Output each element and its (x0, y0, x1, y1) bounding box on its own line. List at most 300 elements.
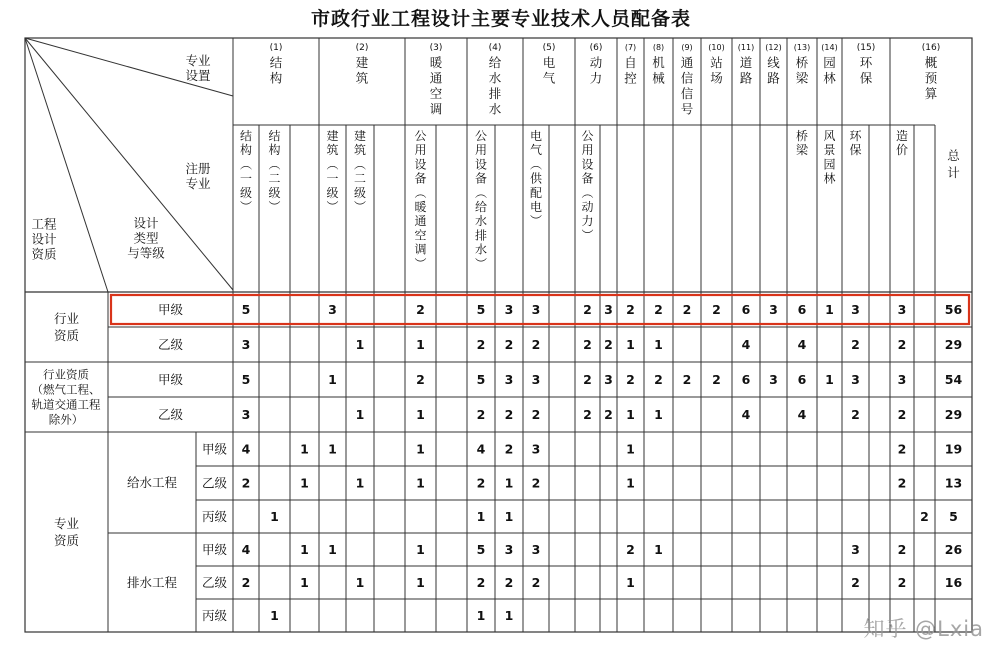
svg-text:械: 械 (652, 70, 665, 86)
svg-text:类型: 类型 (133, 230, 159, 246)
svg-text:︶: ︶ (268, 200, 281, 214)
svg-text:︶: ︶ (239, 200, 253, 214)
svg-text:排水工程: 排水工程 (126, 574, 178, 590)
cell-r6-c7: 1 (416, 475, 425, 491)
svg-text:建: 建 (326, 129, 339, 143)
svg-text:力: 力 (581, 214, 594, 229)
svg-text:路: 路 (767, 70, 780, 86)
svg-text:电: 电 (529, 129, 543, 143)
group-number-15: (15) (856, 43, 876, 53)
cell-r9-c23: 2 (851, 575, 860, 590)
cell-r1-c14: 3 (604, 302, 613, 317)
sub-header-21 (796, 128, 809, 157)
cell-r5-c25: 2 (897, 441, 907, 457)
svg-text:给: 给 (474, 200, 488, 214)
svg-text:构: 构 (239, 143, 253, 158)
cell-r3-c10: 3 (504, 372, 514, 387)
sub-header-25 (896, 128, 908, 157)
svg-text:资质: 资质 (53, 532, 80, 548)
svg-text:信: 信 (680, 86, 694, 101)
svg-text:专业: 专业 (185, 52, 211, 68)
group-number-2: (2) (355, 43, 369, 53)
cell-r6-c5: 1 (355, 475, 365, 491)
svg-text:︵: ︵ (581, 185, 594, 200)
svg-text:结: 结 (268, 129, 281, 143)
cell-r3-c18: 2 (712, 372, 721, 387)
svg-text:构: 构 (269, 70, 283, 86)
svg-text:︵: ︵ (326, 157, 339, 172)
svg-text:结: 结 (269, 55, 283, 70)
cell-r1-c16: 2 (654, 302, 663, 317)
cell-r2-c9: 2 (476, 337, 486, 352)
svg-text:动: 动 (589, 55, 603, 70)
svg-text:注册: 注册 (185, 160, 211, 176)
svg-text:级: 级 (326, 185, 339, 200)
sub-header-4 (326, 128, 338, 214)
cell-r6-c15: 1 (626, 475, 635, 491)
svg-text:园: 园 (823, 157, 836, 172)
row-total-1: 56 (944, 302, 963, 317)
svg-text:梁: 梁 (795, 143, 809, 158)
cell-r3-c15: 2 (626, 372, 635, 387)
svg-text:空: 空 (414, 228, 427, 243)
cell-r4-c14: 2 (604, 407, 613, 422)
cell-r2-c19: 4 (741, 337, 751, 352)
cell-r4-c1: 3 (241, 407, 251, 422)
svg-text:算: 算 (924, 86, 938, 101)
cell-r2-c10: 2 (504, 337, 514, 352)
cell-r10-c9: 1 (476, 608, 486, 623)
section-industry-excl (32, 368, 101, 427)
svg-text:线: 线 (767, 55, 780, 70)
cell-r3-c11: 3 (531, 372, 541, 387)
row-total-7: 5 (949, 509, 958, 524)
svg-text:资质: 资质 (31, 246, 57, 262)
cell-r4-c16: 1 (654, 407, 663, 422)
cell-r5-c4: 1 (328, 441, 337, 457)
svg-text:资质: 资质 (53, 327, 80, 343)
sub-header-7 (414, 129, 426, 271)
svg-text:除外）: 除外） (48, 412, 84, 427)
svg-text:︵: ︵ (529, 157, 543, 172)
total-header (947, 148, 960, 180)
svg-text:专业: 专业 (53, 515, 80, 531)
corner-label-qualification (31, 216, 57, 261)
corner-label-design-type (127, 215, 165, 260)
row-grade-1: 甲级 (157, 302, 184, 317)
cell-r2-c23: 2 (851, 337, 860, 352)
cell-r8-c11: 3 (531, 542, 541, 557)
svg-text:建: 建 (353, 129, 367, 143)
cell-r7-c26: 2 (920, 509, 929, 524)
group-label-10 (710, 55, 723, 86)
svg-text:设: 设 (581, 157, 594, 172)
svg-text:气: 气 (529, 143, 543, 158)
svg-text:︵: ︵ (268, 157, 281, 172)
cell-r1-c11: 3 (531, 302, 541, 317)
row-grade-9: 乙级 (201, 575, 228, 590)
cell-r1-c19: 6 (741, 302, 751, 317)
cell-r5-c7: 1 (416, 441, 425, 457)
svg-text:排: 排 (474, 228, 488, 243)
svg-text:︵: ︵ (239, 157, 253, 172)
group-number-12: (12) (765, 43, 782, 52)
svg-text:设: 设 (474, 157, 488, 172)
svg-text:给水工程: 给水工程 (126, 474, 178, 490)
cell-r8-c10: 3 (504, 542, 514, 557)
group-number-11: (11) (737, 43, 755, 52)
cell-r1-c23: 3 (851, 302, 860, 317)
svg-text:力: 力 (589, 70, 603, 86)
cell-r3-c7: 2 (416, 372, 425, 387)
svg-text:配: 配 (529, 185, 543, 200)
svg-text:景: 景 (823, 143, 836, 158)
cell-r8-c23: 3 (851, 542, 860, 557)
group-number-7: (7) (624, 43, 637, 52)
svg-text:用: 用 (581, 143, 594, 158)
cell-r4-c19: 4 (741, 407, 751, 422)
svg-text:一: 一 (239, 171, 253, 186)
cell-r1-c15: 2 (626, 302, 635, 317)
svg-text:公: 公 (581, 129, 594, 143)
svg-text:梁: 梁 (795, 70, 809, 86)
cell-r7-c2: 1 (270, 509, 279, 524)
svg-text:路: 路 (739, 70, 753, 86)
row-total-6: 13 (944, 475, 963, 491)
group-number-4: (4) (488, 43, 502, 53)
cell-r2-c25: 2 (897, 337, 907, 352)
cell-r9-c5: 1 (355, 575, 365, 590)
cell-r9-c15: 1 (626, 575, 635, 590)
cell-r3-c13: 2 (583, 372, 592, 387)
svg-text:︶: ︶ (326, 200, 339, 214)
svg-text:︵: ︵ (474, 185, 488, 200)
cell-r6-c11: 2 (531, 475, 541, 491)
cell-r4-c23: 2 (851, 407, 860, 422)
svg-text:行业资质: 行业资质 (43, 367, 89, 382)
cell-r3-c22: 1 (825, 372, 834, 387)
svg-text:动: 动 (581, 200, 594, 214)
cell-r3-c9: 5 (476, 372, 486, 387)
svg-text:机: 机 (652, 55, 665, 70)
cell-r1-c21: 6 (797, 302, 807, 317)
cell-r4-c9: 2 (476, 407, 486, 422)
group-number-3: (3) (429, 43, 443, 53)
svg-text:工程: 工程 (31, 216, 57, 232)
group-label-12 (767, 55, 780, 86)
svg-text:通: 通 (414, 214, 427, 229)
svg-text:价: 价 (895, 143, 909, 158)
svg-text:信: 信 (680, 70, 694, 86)
cell-r3-c20: 3 (769, 372, 778, 387)
cell-r1-c18: 2 (712, 302, 721, 317)
svg-text:备: 备 (474, 171, 488, 186)
cell-r1-c25: 3 (897, 302, 907, 317)
svg-text:与等级: 与等级 (127, 245, 165, 261)
cell-r2-c13: 2 (583, 337, 592, 352)
group-number-10: (10) (708, 43, 725, 52)
cell-r10-c2: 1 (270, 608, 279, 623)
cell-r9-c1: 2 (241, 575, 251, 590)
svg-text:自: 自 (624, 55, 637, 70)
svg-text:空: 空 (429, 86, 443, 101)
row-grade-5: 甲级 (201, 441, 228, 457)
row-total-8: 26 (944, 542, 963, 557)
svg-text:暖: 暖 (414, 200, 427, 214)
group-label-11 (740, 55, 753, 86)
svg-text:控: 控 (624, 70, 637, 86)
svg-text:设置: 设置 (185, 67, 211, 83)
svg-text:供: 供 (529, 171, 543, 186)
cell-r4-c10: 2 (504, 407, 514, 422)
svg-text:保: 保 (859, 70, 873, 86)
cell-r1-c7: 2 (416, 302, 425, 317)
cell-r6-c9: 2 (476, 475, 486, 491)
cell-r2-c14: 2 (604, 337, 613, 352)
svg-text:保: 保 (849, 143, 862, 158)
svg-text:备: 备 (414, 171, 427, 186)
cell-r8-c16: 1 (654, 542, 663, 557)
cell-r2-c11: 2 (531, 337, 541, 352)
cell-r9-c10: 2 (504, 575, 514, 590)
cell-r4-c5: 1 (355, 407, 365, 422)
cell-r8-c3: 1 (300, 542, 309, 557)
sub-header-22 (823, 129, 835, 186)
table-title: 市政行业工程设计主要专业技术人员配备表 (310, 8, 691, 30)
cell-r8-c9: 5 (476, 542, 486, 557)
svg-text:公: 公 (474, 129, 488, 143)
svg-text:︵: ︵ (353, 157, 367, 172)
svg-text:级: 级 (353, 185, 367, 200)
cell-r2-c1: 3 (241, 337, 251, 352)
cell-r9-c25: 2 (897, 575, 907, 590)
sub-header-13 (581, 129, 593, 242)
svg-text:设计: 设计 (133, 215, 159, 231)
cell-r1-c9: 5 (476, 302, 486, 317)
cell-r7-c9: 1 (476, 509, 486, 524)
group-label-14 (823, 55, 836, 86)
cell-r1-c13: 2 (583, 302, 592, 317)
row-grade-6: 乙级 (201, 475, 228, 491)
svg-text:调: 调 (414, 242, 427, 257)
table-border (25, 38, 972, 632)
svg-text:筑: 筑 (326, 143, 339, 158)
svg-text:环: 环 (849, 129, 862, 143)
cell-r6-c25: 2 (897, 475, 907, 491)
row-grade-2: 乙级 (157, 337, 184, 352)
group-number-5: (5) (542, 43, 556, 53)
svg-text:通: 通 (680, 55, 694, 70)
svg-text:构: 构 (268, 143, 281, 158)
svg-text:水: 水 (474, 214, 488, 229)
group-label-9 (681, 55, 694, 117)
cell-r6-c10: 1 (504, 475, 514, 491)
cell-r1-c1: 5 (241, 302, 251, 317)
svg-text:行业: 行业 (53, 310, 80, 326)
svg-text:通: 通 (429, 70, 443, 86)
row-total-4: 29 (944, 407, 963, 422)
row-grade-8: 甲级 (201, 542, 228, 557)
svg-text:预: 预 (924, 70, 938, 86)
svg-text:桥: 桥 (795, 55, 809, 70)
cell-r3-c21: 6 (797, 372, 807, 387)
cell-r4-c15: 1 (626, 407, 635, 422)
cell-r8-c4: 1 (328, 542, 337, 557)
subsection-drainage (127, 575, 178, 590)
svg-text:桥: 桥 (795, 129, 809, 143)
svg-text:道: 道 (739, 55, 753, 70)
group-number-6: (6) (589, 43, 603, 53)
cell-r3-c14: 3 (604, 372, 613, 387)
watermark: 知乎 @Lxia (863, 617, 984, 641)
cell-r1-c4: 3 (328, 302, 337, 317)
svg-text:气: 气 (542, 70, 556, 86)
svg-text:用: 用 (474, 143, 488, 158)
svg-text:林: 林 (823, 70, 836, 86)
cell-r4-c11: 2 (531, 407, 541, 422)
group-number-9: (9) (681, 43, 693, 52)
svg-text:总: 总 (947, 148, 960, 163)
cell-r8-c15: 2 (626, 542, 635, 557)
cell-r1-c17: 2 (682, 302, 692, 317)
sub-header-5 (354, 128, 366, 214)
cell-r5-c1: 4 (241, 441, 251, 457)
row-total-5: 19 (944, 441, 963, 457)
cell-r2-c5: 1 (355, 337, 365, 352)
row-total-2: 29 (944, 337, 963, 352)
svg-text:︶: ︶ (529, 214, 543, 229)
corner-label-specialty (185, 53, 211, 83)
cell-r6-c1: 2 (241, 475, 251, 491)
svg-text:（燃气工程、: （燃气工程、 (31, 382, 101, 397)
svg-text:︶: ︶ (353, 200, 367, 214)
subsection-water-supply (127, 475, 178, 490)
cell-r3-c4: 1 (328, 372, 337, 387)
group-label-13 (796, 55, 809, 86)
cell-r3-c16: 2 (654, 372, 663, 387)
svg-text:用: 用 (414, 143, 427, 158)
section-industry (54, 311, 80, 343)
svg-text:结: 结 (239, 129, 253, 143)
cell-r3-c17: 2 (682, 372, 692, 387)
cell-r3-c25: 3 (897, 372, 907, 387)
cell-r10-c10: 1 (504, 608, 514, 623)
svg-text:水: 水 (488, 70, 502, 86)
cell-r5-c15: 1 (626, 441, 635, 457)
sub-header-2 (268, 128, 280, 214)
cell-r4-c21: 4 (797, 407, 807, 422)
svg-text:专业: 专业 (185, 175, 211, 191)
svg-text:园: 园 (823, 55, 836, 70)
group-label-4 (489, 55, 502, 117)
cell-r7-c10: 1 (504, 509, 514, 524)
svg-text:站: 站 (710, 55, 723, 70)
group-label-16 (925, 55, 938, 101)
svg-text:设计: 设计 (31, 231, 57, 247)
group-number-14: (14) (821, 43, 838, 52)
cell-r8-c7: 1 (416, 542, 425, 557)
sub-header-1 (240, 128, 252, 214)
svg-text:一: 一 (326, 171, 339, 186)
svg-text:︵: ︵ (414, 185, 427, 200)
row-grade-3: 甲级 (157, 372, 184, 387)
cell-r3-c1: 5 (241, 372, 251, 387)
cell-r4-c25: 2 (897, 407, 907, 422)
svg-text:计: 计 (947, 165, 960, 180)
cell-r9-c3: 1 (300, 575, 309, 590)
svg-text:电: 电 (529, 200, 543, 214)
group-number-8: (8) (652, 43, 665, 52)
row-grade-10: 丙级 (201, 608, 228, 623)
corner-label-registered (185, 161, 211, 191)
group-label-8 (652, 55, 665, 86)
svg-text:二: 二 (268, 171, 281, 186)
cell-r2-c15: 1 (626, 337, 635, 352)
svg-text:设: 设 (414, 157, 427, 172)
group-number-1: (1) (269, 43, 283, 53)
row-total-9: 16 (944, 575, 963, 590)
group-number-16: (16) (921, 43, 941, 53)
cell-r4-c7: 1 (416, 407, 425, 422)
cell-r8-c1: 4 (241, 542, 251, 557)
svg-text:级: 级 (239, 185, 253, 200)
svg-text:水: 水 (474, 242, 488, 257)
cell-r2-c7: 1 (416, 337, 425, 352)
svg-text:筑: 筑 (355, 70, 369, 86)
svg-text:备: 备 (581, 171, 594, 186)
cell-r6-c3: 1 (300, 475, 309, 491)
svg-text:调: 调 (429, 101, 443, 117)
row-grade-4: 乙级 (157, 407, 184, 422)
sub-header-9 (475, 129, 487, 271)
cell-r5-c3: 1 (300, 441, 309, 457)
cell-r3-c19: 6 (741, 372, 751, 387)
svg-text:︶: ︶ (581, 228, 594, 243)
cell-r1-c10: 3 (504, 302, 514, 317)
group-label-1 (270, 55, 283, 86)
svg-text:号: 号 (680, 101, 694, 117)
svg-text:林: 林 (823, 171, 836, 186)
svg-text:建: 建 (355, 55, 369, 70)
group-label-3 (430, 55, 443, 117)
row-grade-7: 丙级 (201, 509, 228, 524)
cell-r1-c22: 1 (825, 302, 834, 317)
row-total-3: 54 (944, 372, 963, 387)
cell-r9-c9: 2 (476, 575, 486, 590)
group-label-6 (590, 55, 603, 86)
group-label-5 (543, 55, 556, 86)
group-label-7 (624, 55, 637, 86)
svg-text:暖: 暖 (429, 55, 443, 70)
svg-text:概: 概 (924, 55, 938, 70)
sub-header-11 (530, 128, 543, 228)
svg-text:公: 公 (414, 129, 427, 143)
cell-r9-c7: 1 (416, 575, 425, 590)
cell-r5-c10: 2 (504, 441, 514, 457)
section-specialty (54, 516, 80, 548)
svg-text:场: 场 (710, 70, 723, 86)
svg-text:电: 电 (542, 55, 556, 70)
svg-text:给: 给 (488, 55, 502, 70)
svg-text:造: 造 (895, 129, 909, 143)
cell-r8-c25: 2 (897, 542, 907, 557)
cell-r5-c9: 4 (476, 441, 486, 457)
cell-r4-c13: 2 (583, 407, 592, 422)
svg-text:二: 二 (353, 171, 367, 186)
svg-text:风: 风 (823, 129, 836, 143)
svg-text:环: 环 (859, 55, 873, 70)
cell-r5-c11: 3 (531, 441, 541, 457)
